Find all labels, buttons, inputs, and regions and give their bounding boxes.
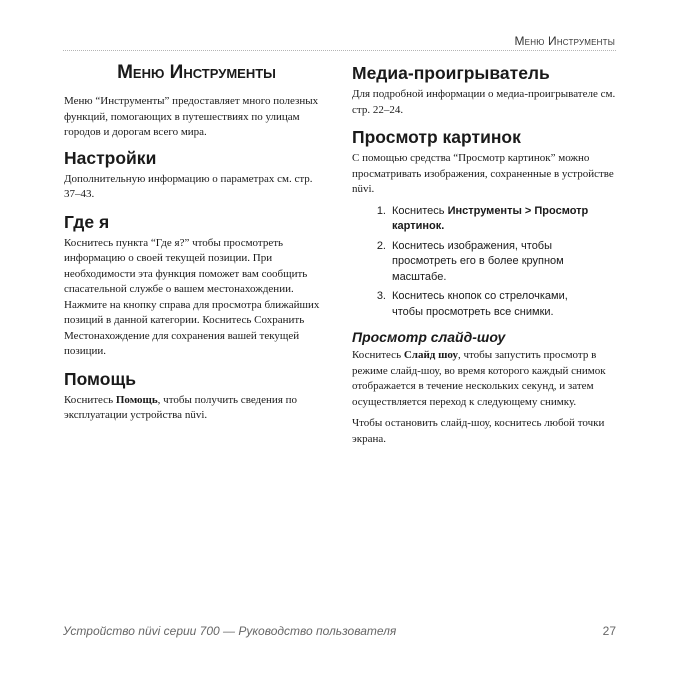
slideshow-text-after: , чтобы запустить просмотр в режиме слайд-шоу, во время которого каждый снимок отображается в течение нескольких секунд, и затем осуществляется переход к следующему снимку.	[352, 349, 606, 408]
settings-text: Дополнительную информацию о параметрах см. стр. 37–43.	[64, 172, 313, 200]
step-number: 1.	[376, 204, 386, 217]
slideshow-stop-text: Чтобы остановить слайд-шоу, коснитесь любой точки экрана.	[352, 417, 605, 445]
pictures-text: С помощью средства “Просмотр картинок” можно просматривать изображения, сохраненные в устройстве nüvi.	[352, 152, 614, 195]
step-item	[352, 289, 617, 320]
slideshow-heading: Просмотр слайд-шоу	[352, 329, 506, 345]
where-am-i-heading: Где я	[64, 211, 110, 232]
help-text	[64, 393, 329, 424]
help-heading: Помощь	[64, 368, 136, 389]
step-text-bold: Инструменты > Просмотр картинок.	[392, 204, 589, 232]
pictures-heading: Просмотр картинок	[352, 127, 521, 147]
step-number: 3.	[376, 290, 386, 302]
step-text: Коснитесь кнопок со стрелочками, чтобы просмотреть все снимки.	[392, 290, 568, 318]
media-text: Для подробной информации о медиа-проигрывателе см. стр. 22–24.	[352, 88, 616, 116]
slideshow-text-before: Коснитесь	[352, 349, 404, 361]
help-text-before: Коснитесь	[64, 393, 116, 406]
settings-heading: Настройки	[64, 147, 157, 168]
manual-title: Устройство nüvi серии 700 — Руководство пользователя	[63, 624, 397, 638]
left-column	[64, 62, 329, 432]
step-number: 2.	[376, 239, 386, 252]
help-text-after: , чтобы получить сведения по эксплуатации устройства nüvi.	[64, 393, 298, 421]
where-am-i-section	[64, 211, 329, 360]
page-title: Меню Инструменты	[117, 62, 276, 83]
where-am-i-text: Коснитесь пункта “Где я?” чтобы просмотреть информацию о своей текущей позиции. При необходимости эта функция поможет вам сообщить спасательной службе о вашем местонахождении. Нажмите на кнопку справа для просмотра ближайших позиций в данной категории. Коснитесь Сохранить Местонахождение для сохранения вашей текущей позиции.	[64, 236, 320, 357]
header-divider	[63, 50, 616, 51]
pictures-section	[352, 126, 617, 447]
running-header: Меню Инструменты	[514, 34, 615, 48]
page-footer	[63, 624, 616, 638]
intro-paragraph: Меню “Инструменты” предоставляет много полезных функций, помогающих в путешествиях по улицам городов и дорогам всего мира.	[64, 95, 319, 138]
step-text-before: Коснитесь	[392, 204, 448, 217]
slideshow-text	[352, 348, 617, 410]
step-text	[392, 204, 617, 235]
right-column	[352, 62, 617, 455]
settings-section	[64, 147, 329, 203]
help-section	[64, 368, 329, 424]
help-text-bold: Помощь	[115, 393, 158, 406]
media-section	[352, 62, 617, 118]
step-item	[352, 204, 617, 235]
slideshow-text-bold: Слайд шоу	[403, 349, 458, 361]
page-number: 27	[602, 624, 616, 638]
step-item	[352, 239, 617, 286]
media-heading: Медиа-проигрыватель	[352, 63, 550, 83]
pictures-steps	[352, 204, 617, 321]
step-text: Коснитесь изображения, чтобы просмотреть его в более крупном масштабе.	[392, 239, 564, 283]
